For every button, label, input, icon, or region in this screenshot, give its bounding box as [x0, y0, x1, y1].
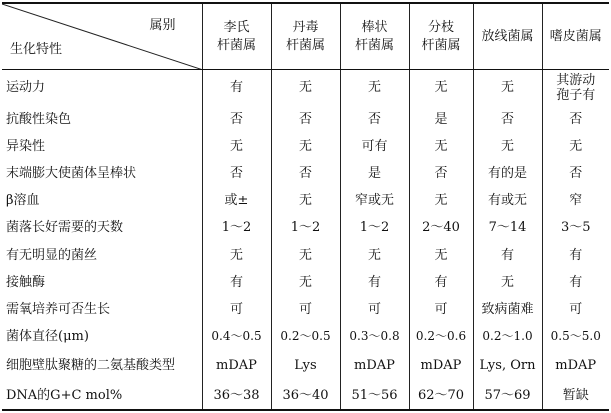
value-cell: 0.3～0.8	[340, 323, 409, 350]
trait-label: 异染性	[2, 133, 202, 160]
value-cell: 0.2～0.6	[409, 323, 473, 350]
value-cell: 0.4～0.5	[202, 323, 271, 350]
value-cell: 窄或无	[340, 187, 409, 214]
value-cell: 无	[409, 133, 473, 160]
trait-label: DNA的G+C mol%	[2, 382, 202, 410]
value-cell: 否	[473, 106, 542, 133]
genus-name-line: 放线菌属	[481, 28, 534, 44]
trait-row	[2, 350, 609, 381]
value-cell: mDAP	[202, 350, 271, 381]
value-cell: 或±	[202, 187, 271, 214]
genus-name-line: 杆菌属	[421, 37, 461, 53]
trait-row	[2, 269, 609, 296]
trait-label: 运动力	[2, 70, 202, 106]
value-cell: 无	[271, 133, 340, 160]
value-cell: 无	[202, 241, 271, 268]
genus-header-cell	[202, 3, 271, 70]
value-cell: Lys	[271, 350, 340, 381]
genus-name-line: 分枝	[427, 19, 454, 35]
trait-label: 末端膨大使菌体呈棒状	[2, 160, 202, 187]
value-cell: 否	[271, 160, 340, 187]
value-cell: 36～40	[271, 382, 340, 410]
value-cell: 否	[340, 106, 409, 133]
value-cell: 否	[202, 106, 271, 133]
trait-row	[2, 133, 609, 160]
value-cell: 无	[271, 269, 340, 296]
trait-row	[2, 106, 609, 133]
value-cell: 否	[409, 160, 473, 187]
value-cell: 无	[473, 269, 542, 296]
value-cell: 无	[473, 133, 542, 160]
value-cell: 51～56	[340, 382, 409, 410]
value-cell: 无	[473, 70, 542, 106]
diagonal-divider	[2, 4, 202, 69]
value-cell: 是	[340, 160, 409, 187]
value-cell: 有	[473, 241, 542, 268]
value-cell: 有或无	[473, 187, 542, 214]
trait-axis-label: 生化特性	[10, 42, 63, 58]
value-cell: 有	[542, 241, 609, 268]
trait-label: 菌体直径(μm)	[2, 323, 202, 350]
genus-header-cell	[340, 3, 409, 70]
genus-name-line: 丹毒	[292, 19, 319, 35]
value-cell: 可	[542, 296, 609, 323]
value-cell: 62～70	[409, 382, 473, 410]
trait-label: 抗酸性染色	[2, 106, 202, 133]
value-cell: 否	[271, 106, 340, 133]
value-cell: 有	[409, 269, 473, 296]
value-cell: 无	[340, 241, 409, 268]
value-cell: 无	[542, 133, 609, 160]
trait-row	[2, 187, 609, 214]
trait-row	[2, 241, 609, 268]
trait-label: 菌落长好需要的天数	[2, 214, 202, 241]
header-row	[2, 3, 609, 70]
value-cell: 0.2～0.5	[271, 323, 340, 350]
value-cell: mDAP	[340, 350, 409, 381]
value-cell: 可有	[340, 133, 409, 160]
value-cell: 57～69	[473, 382, 542, 410]
trait-label: 接触酶	[2, 269, 202, 296]
value-cell: 可	[409, 296, 473, 323]
genus-name-line: 嗜皮菌属	[549, 28, 602, 44]
trait-label: 需氧培养可否生长	[2, 296, 202, 323]
trait-label: 有无明显的菌丝	[2, 241, 202, 268]
trait-label: β溶血	[2, 187, 202, 214]
trait-row	[2, 214, 609, 241]
trait-row	[2, 296, 609, 323]
genus-name-line: 杆菌属	[216, 37, 256, 53]
trait-row	[2, 70, 609, 106]
genus-name-line: 李氏	[223, 19, 250, 35]
corner-header-cell	[2, 3, 202, 70]
value-cell: mDAP	[409, 350, 473, 381]
value-cell: 无	[409, 241, 473, 268]
value-cell: 1～2	[340, 214, 409, 241]
value-cell: 3～5	[542, 214, 609, 241]
value-cell: 有	[202, 70, 271, 106]
biochemical-characteristics-table	[2, 2, 609, 411]
value-cell: 致病菌难	[473, 296, 542, 323]
value-cell: 2～40	[409, 214, 473, 241]
trait-row	[2, 323, 609, 350]
trait-label: 细胞壁肽聚糖的二氨基酸类型	[2, 350, 202, 381]
genus-header-cell	[542, 3, 609, 70]
genus-name-line: 杆菌属	[285, 37, 325, 53]
value-cell: 无	[202, 133, 271, 160]
value-cell: 有	[340, 269, 409, 296]
value-cell: 1～2	[271, 214, 340, 241]
genus-name-line: 棒状	[361, 19, 388, 35]
value-cell: 无	[409, 70, 473, 106]
genus-name-line: 杆菌属	[354, 37, 394, 53]
value-cell: 无	[271, 187, 340, 214]
value-cell: Lys, Orn	[473, 350, 542, 381]
value-cell: 0.5～5.0	[542, 323, 609, 350]
value-cell: 窄	[542, 187, 609, 214]
value-cell: 1～2	[202, 214, 271, 241]
value-cell: 无	[409, 187, 473, 214]
genus-axis-label: 属别	[149, 18, 176, 33]
value-cell: 是	[409, 106, 473, 133]
value-cell: 暂缺	[542, 382, 609, 410]
value-cell: 可	[271, 296, 340, 323]
genus-header-cell	[409, 3, 473, 70]
value-cell: 36～38	[202, 382, 271, 410]
value-cell: 有	[202, 269, 271, 296]
value-cell: 0.2～1.0	[473, 323, 542, 350]
value-cell: 其游动 孢子有	[542, 70, 609, 106]
value-cell: 可	[202, 296, 271, 323]
genus-header-cell	[473, 3, 542, 70]
value-cell: 否	[202, 160, 271, 187]
value-cell: 否	[542, 106, 609, 133]
value-cell: 无	[271, 241, 340, 268]
value-cell: 无	[340, 70, 409, 106]
trait-row	[2, 160, 609, 187]
value-cell: 可	[340, 296, 409, 323]
value-cell: 否	[542, 160, 609, 187]
trait-row	[2, 382, 609, 410]
value-cell: 有的是	[473, 160, 542, 187]
value-cell: 有	[542, 269, 609, 296]
genus-header-cell	[271, 3, 340, 70]
value-cell: 无	[271, 70, 340, 106]
value-cell: 7～14	[473, 214, 542, 241]
value-cell: mDAP	[542, 350, 609, 381]
